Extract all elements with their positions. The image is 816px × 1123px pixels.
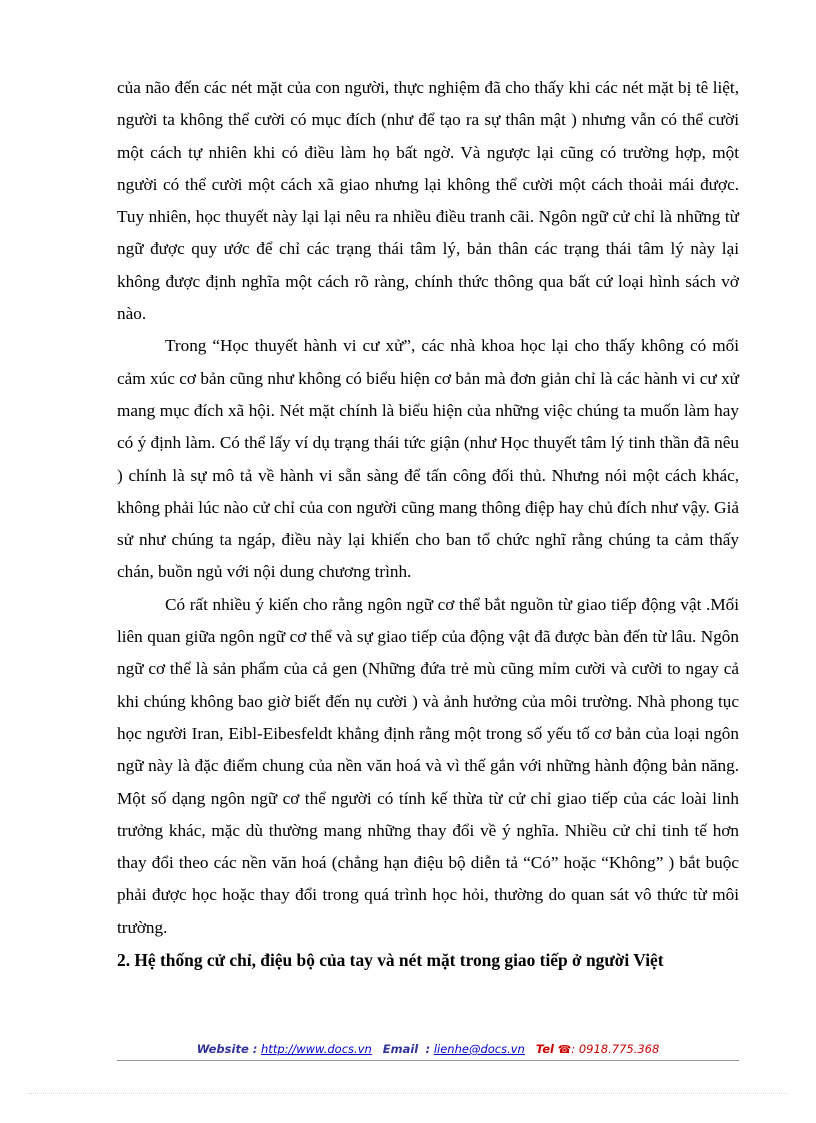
footer-email-separator: :	[425, 1042, 431, 1056]
page-bottom-divider	[28, 1093, 788, 1094]
footer-email-link[interactable]: lienhe@docs.vn	[433, 1042, 525, 1056]
footer-website-link[interactable]: http://www.docs.vn	[261, 1042, 372, 1056]
telephone-icon: ☎	[557, 1043, 572, 1056]
paragraph-1: của não đến các nét mặt của con người, thực nghiệm đã cho thấy khi các nét mặt bị tê liệt, người ta không thể cười có mục đích (như để tạo ra sự thân mật ) nhưng vẫn có thể cười một cách tự nhiên khi có điều làm họ bất ngờ. Và ngược lại cũng có trường hợp, một người có thể cười một cách xã giao nhưng lại không thể cười một cách thoải mái được. Tuy nhiên, học thuyết này lại lại nêu ra nhiều điều tranh cãi. Ngôn ngữ cử chỉ là những từ ngữ được quy ước để chỉ các trạng thái tâm lý, bản thân các trạng thái tâm lý này lại không được định nghĩa một cách rõ ràng, chính thức thông qua bất cứ loại hình sách vở nào.	[117, 78, 739, 324]
footer-website-label: Website :	[196, 1042, 258, 1056]
footer-email-label: Email	[382, 1042, 419, 1056]
paragraph-2: Trong “Học thuyết hành vi cư xử”, các nhà khoa học lại cho thấy không có mối cảm xúc cơ bản cũng như không có biểu hiện cơ bản mà đơn giản chỉ là các hành vi cư xử mang mục đích xã hội. Nét mặt chính là biểu hiện của những việc chúng ta muốn làm hay có ý định làm. Có thể lấy ví dụ trạng thái tức giận (như Học thuyết tâm lý tinh thần đã nêu ) chính là sự mô tả về hành vi sẵn sàng để tấn công đối thủ. Nhưng nói một cách khác, không phải lúc nào cử chỉ của con người cũng mang thông điệp hay chủ đích như vậy. Giả sử như chúng ta ngáp, điều này lại khiến cho ban tổ chức nghĩ rằng chúng ta cảm thấy chán, buồn ngủ với nội dung chương trình.	[117, 336, 739, 582]
footer-tel-label: Tel	[535, 1042, 554, 1056]
section-heading: 2. Hệ thống cử chỉ, điệu bộ của tay và nét mặt trong giao tiếp ở người Việt	[117, 950, 664, 971]
paragraph-3: Có rất nhiều ý kiến cho rằng ngôn ngữ cơ thể bắt nguồn từ giao tiếp động vật .Mối liên quan giữa ngôn ngữ cơ thể và sự giao tiếp của động vật đã được bàn đến từ lâu. Ngôn ngữ cơ thể là sản phẩm của cả gen (Những đứa trẻ mù cũng mỉm cười và cười to ngay cả khi chúng không bao giờ biết đến nụ cười ) và ảnh hưởng của môi trường. Nhà phong tục học người Iran, Eibl-Eibesfeldt khẳng định rằng một trong số yếu tố cơ bản của loại ngôn ngữ này là đặc điểm chung của nền văn hoá và vì thế gắn với những hành động bản năng. Một số dạng ngôn ngữ cơ thể người có tính kế thừa từ cử chỉ giao tiếp của các loài linh trưởng khác, mặc dù thường mang những thay đổi về ý nghĩa. Nhiều cử chỉ tinh tế hơn thay đổi theo các nền văn hoá (chẳng hạn điệu bộ diễn tả “Có” hoặc “Không” ) bắt buộc phải được học hoặc thay đổi trong quá trình học hỏi, thường do quan sát vô thức từ môi trường.	[117, 594, 739, 937]
page-body	[117, 72, 739, 976]
footer-tel-value: : 0918.775.368	[571, 1042, 660, 1056]
page-footer	[117, 1040, 739, 1061]
